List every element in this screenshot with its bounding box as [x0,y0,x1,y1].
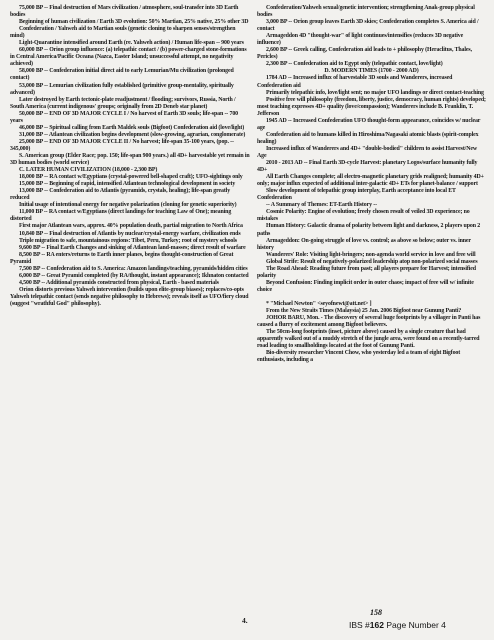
timeline-entry: 6,000 BP -- Great Pyramid completed (by RA/thought, instant appearance); Ikhnaton contacted [19,272,249,279]
timeline-entry: 53,000 BP -- Lemurian civilization fully established (primitive group-mentality, spiritually advanced) [10,82,234,96]
timeline-entry: 2010 - 2013 AD -- Final Earth 3D-cycle Harvest: planetary Logos/surface humanity fully 4D+ [257,160,478,174]
timeline-entry: Slow development of telepathic group interplay, Earth acceptance into local ET Confederation [257,188,456,202]
section-gap [257,294,486,301]
summary-theme: Global Strife: Result of negatively-polarized leadership atop non-polarized social masses [266,258,478,265]
page-number-label: Page Number 4 [386,620,446,630]
summary-theme: The Road Ahead: Reading future from past; all players prepare for Harvest; intensified polarity [257,265,476,279]
timeline-entry: 60,000 BP -- Orion group influence: (a) telepathic contact / (b) power-charged stone-formations in Central America/Pacific Oceana (Nazca, Easter Island; unsuccessful attempt, no negativity achieved) [10,47,247,68]
timeline-entry: Increased influx of Wanderers and 4D+ "double-bodied" children to assist Harvest/New Age [257,145,477,159]
timeline-entry: 75,000 BP -- Final destruction of Mars civilization / atmosphere, soul-transfer into 3D Earth bodies [10,5,239,19]
timeline-entry: First major Atlantean wars, approx. 40% population death, partial migration to North Africa [19,223,243,230]
timeline-entry: 8,500 BP -- RA enters/returns to Earth inner planes, begins thought-construction of Great Pyramid [10,251,234,265]
timeline-entry: 18,000 BP -- RA contact w/Egyptians (crystal-powered bell-shaped craft); UFO-sightings only [19,174,243,181]
timeline-entry: Confederation/Yahweh sexual/genetic intervention; strengthening Anak-group physical bodies [257,5,475,19]
timeline-entry: Armageddon 4D "thought-war" of light continues/intensifies (reduces 3D negative influence) [257,33,464,47]
timeline-entry: Positive free will philosophy (freedom, liberty, justice, democracy, human rights) developed; most teaching expresses 4D+ quality (love/compassion); Wanderers include B. Franklin, T. Jefferson [257,96,486,117]
timeline-entry: S. American group (Elder Race; pop. 150; life-span 900 years.) all 4D+ harvestable yet remain in 3D human bodies (world service) [10,152,250,167]
timeline-entry: 15,000 BP -- Beginning of rapid, intensified Atlantean technological development in society [19,181,236,188]
timeline-entry: All Earth Changes complete; all electro-magnetic planetary grids realigned; humanity 4D+ only; major influx expected of additional inter-galactic 4D+ ETs for planet-balance / support [257,174,484,188]
timeline-entry: 11,000 BP -- RA contact w/Egyptians (direct landings for teaching Law of One); meaning distorted [10,209,232,223]
timeline-entry: 1945 AD -- Increased Confederation UFO thought-form appearance, coincides w/ nuclear age [257,117,481,131]
summary-theme: Cosmic Polarity: Engine of evolution; freely chosen result of veiled 3D experience; no mistakes [257,209,470,223]
timeline-entry: 25,000 BP -- END OF 3D MAJOR CYCLE II / No harvest; life-span 35-100 years, (pop. -- 345,000) [10,138,234,152]
timeline-entry: 31,000 BP -- Atlantean civilization begins development (slow-growing, agrarian, conglomerate) [19,131,246,138]
timeline-entry: Confederation aid to humans killed in Hiroshima/Nagasaki atomic blasts (spirit-complex healing) [257,131,479,145]
summary-theme: Wanderers' Role: Visiting light-bringers; non-agenda world service in love and free will [266,251,476,258]
article-byline: * "Michael Newton" <seyofnewt@att.net> ] [266,300,372,307]
timeline-entry: Light-Quarantine intensified around Earth (re. Yahweh action) / Human life-span -- 900 years [19,40,244,47]
timeline-entry: Confederation / Yahweh aid to Martian souls (genetic cloning to sharpen senses/strengthen mind) [10,26,236,40]
struck-issue-number: 162 [369,620,384,630]
timeline-entry: 1784 AD -- Increased influx of harvestable 3D souls and Wanderers, increased Confederation aid [257,75,453,89]
timeline-entry: Beginning of human civilization / Earth 3D evolution: 50% Martian, 25% native, 25% other 3D [19,19,249,26]
section-heading-later-civilization: C. LATER HUMAN CIVILIZATION (18,000 - 2,300 BP) [19,167,158,174]
issue-page-footer [349,620,446,630]
timeline-entry: 2,600 BP -- Greek calling, Confederation aid leads to + philosophy (Heraclitus, Thales, Pericles) [257,47,472,61]
summary-theme: Human History: Galactic drama of polarity between light and darkness, 2 players upon 2 paths [257,223,481,237]
timeline-entry: 10,840 BP -- Final destruction of Atlantis by nuclear/crystal-energy warfare, civilization ends [19,230,241,237]
article-paragraph: The 50cm-long footprints (inset, picture above) caused by a single creature that had apparently walked out of a muddy stretch of the jungle area, were found on a recently-tarred road leading to smallholdings located at the foot of Gunung Panti. [257,329,480,350]
timeline-right-column [257,5,486,364]
timeline-entry: 13,000 BP -- Confederation aid to Atlantis (pyramids, crystals, healing); life-span greatly reduced [10,188,231,202]
timeline-entry: Later destroyed by Earth tectonic-plate readjustment / flooding; survivors, Russia, North / South America (current indigenous' groups; originally from 2D Deneb star planet) [10,96,236,110]
timeline-entry: 4,500 BP -- Additional pyramids constructed from physical, Earth - based materials [19,279,219,286]
summary-theme: Beyond Confusion: Finding implicit order in outer chaos; impact of free will w/ infinite choice [257,279,474,293]
timeline-entry: Triple migration to safe, mountainous regions: Tibet, Peru, Turkey; root of mystery schools [19,237,237,244]
issue-prefix: IBS # [349,620,370,630]
timeline-entry: 50,000 BP -- END OF 3D MAJOR CYCLE I / No harvest of Earth 3D souls; life-span -- 700 years [10,110,238,124]
timeline-entry: 7,500 BP -- Confederation aid to S. America: Amazon landings/teaching, pyramids/hidden cities [19,265,248,272]
timeline-entry: 2,300 BP -- Confederation aid to Egypt only (telepathic contact, love/light) [266,61,443,68]
article-source: From the New Straits Times (Malaysia) 25 Jan. 2006 Bigfoot near Gunung Panti? [266,307,462,314]
timeline-entry: 46,000 BP -- Spiritual calling from Earth Maldek souls (Bigfoot) Confederation aid (love/light) [19,124,245,131]
section-heading-modern-times: D. MODERN TIMES (1700 - 2000 AD) [324,68,419,75]
timeline-left-column [10,5,250,308]
timeline-entry: 58,000 BP -- Confederation initial direct aid to early Lemurian/Mu civilization (prolonged contact) [10,68,234,82]
article-paragraph: Bio-diversity researcher Vincent Chow, who yesterday led a team of eight Bigfoot enthusiasts, including a [257,350,461,364]
summary-theme: Armageddon: On-going struggle of love vs. control; as above so below; outer vs. inner history [257,237,471,251]
handwritten-issue-number: 158 [370,608,382,617]
article-paragraph: JOHOR BARU, Mon. - The discovery of several huge footprints by a villager in Panti has caused a flurry of excitement among Bigfoot believers. [257,315,481,329]
summary-heading: -- A Summary of Themes: ET-Earth History -- [266,202,377,209]
page-center-number: 4. [242,616,248,625]
timeline-entry: Orion distorts previous Yahweh intervention (builds upon elite-group biases); replaces/co-opts Yahweh telepathic contact (sends negative philosophy to Hebrews); reveals itself as UFO/fiery cloud (suggest "wrathful God" philosophy). [10,286,249,307]
timeline-entry: Primarily telepathic info, love/light sent; no major UFO landings or direct contact-teaching [266,89,484,96]
timeline-entry: Initial usage of intentional energy for negative polarization (cloning for genetic superiority) [19,202,237,209]
timeline-entry: 3,000 BP -- Orion group leaves Earth 3D skies; Confederation completes S. America aid / contact [257,19,479,33]
timeline-entry: 9,600 BP -- Final Earth Changes and sinking of Atlantean land-masses; direct result of warfare [19,244,246,251]
